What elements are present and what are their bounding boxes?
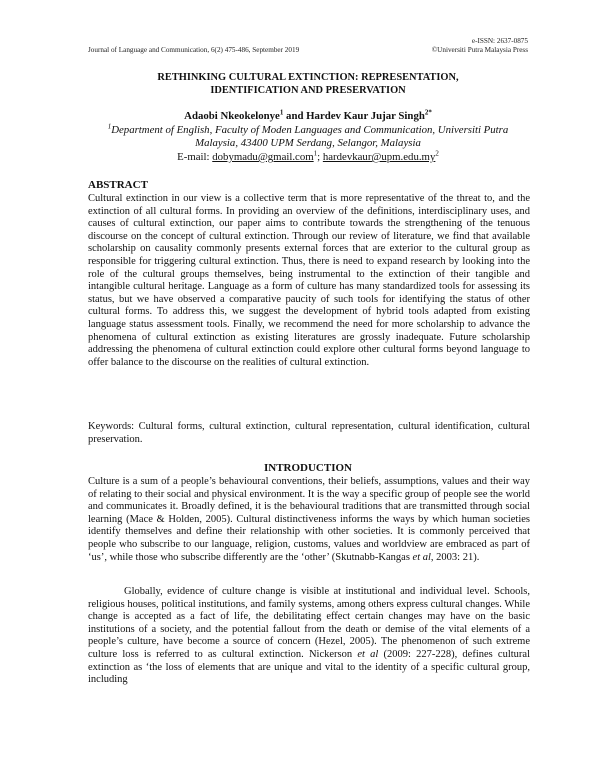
intro-p2-text-b: (2009: 227-228), defines cultural extinction as ‘the loss of elements that are unique and vital to the identity of a specific cultural group, including xyxy=(88,648,531,686)
introduction-paragraph-1 xyxy=(88,476,530,564)
email-separator: ; xyxy=(317,151,323,163)
intro-p2-text-a: Globally, evidence of culture change is visible at institutional and individual level. Schools, religious houses, political institutions, and family systems, among others express cultural changes. While change is accepted as a fact of life, the debilitating effect certain changes may have on the basic institutions of a society, and the potential fallout from the death or demise of the vital elements of a people’s culture, have become a source of concern (Hezel, 2005). The phenomenon of such extreme culture loss is referred to as cultural extinction. Nickerson xyxy=(88,586,530,660)
running-header-right xyxy=(432,37,528,55)
author-list xyxy=(88,110,528,123)
email-2-sup: 2 xyxy=(435,149,439,158)
abstract-text: Cultural extinction in our view is a collective term that is more representative of the threat to, and the extinction of all cultural forms. In providing an overview of the definitions, interdisciplinary uses, and causes of cultural extinction, our paper aims to contribute towards the strengthening of the tenuous discourse on the concept of cultural extinction. Through our review of literature, we find that available scholarship on causality commonly presents external forces that are exterior to the cultural group as responsible for triggering cultural extinction. Thus, there is need to expand research by looking into the role of the cultural groups themselves, being instrumental to the extinction of their tangible and intangible cultural heritage. Language as a form of culture has many standardized tools for assessing its status, but we have observed a comparative paucity of such tools for identifying the status of other cultural forms. To address this, we suggest the development of hybrid tools adapted from existing language status assessment tools. Finally, we recommend the need for more scholarship to advance the phenomena of cultural extinction as existing literatures are grossly inadequate. Future scholarship addressing the phenomena of cultural extinction could explore other cultural forms beyond language to offer balance to the discourse on the realities of cultural extinction. xyxy=(88,193,530,368)
introduction-paragraph-2 xyxy=(88,586,530,687)
introduction-heading: INTRODUCTION xyxy=(263,462,352,474)
title-line-2: IDENTIFICATION AND PRESERVATION xyxy=(210,85,406,96)
affiliation-sup: 1 xyxy=(107,122,112,131)
email-link-1[interactable]: dobymadu@gmail.com xyxy=(212,151,314,163)
running-header-journal: Journal of Language and Communication, 6(2) 475-486, September 2019 xyxy=(88,46,300,54)
author-1-sup: 1 xyxy=(279,108,284,117)
intro-p2-etal: et al xyxy=(357,648,379,660)
author-join: and xyxy=(283,110,307,122)
publisher: ©Universiti Putra Malaysia Press xyxy=(431,46,528,54)
affiliation-line-2: Malaysia, 43400 UPM Serdang, Selangor, Malaysia xyxy=(195,137,421,149)
affiliation-line-1 xyxy=(88,124,528,137)
email-link-2[interactable]: hardevkaur@upm.edu.my xyxy=(322,151,436,163)
intro-p1-text-a: Culture is a sum of a people’s behavioural conventions, their beliefs, assumptions, values and their way of relating to their social and physical environment. It is the way a specific group of people see the world and communicates it. Broadly defined, it is the behavioural traditions that are transmitted through social learning (Mace & Holden, 2005). Cultural distinctiveness informs the ways by which human societies identify themselves and define their relationship with other societies. It is commonly perceived that people who subscribe to our language, religion, customs, values and worldview are embraced as part of ‘us’, while those who subscribe differently are the ‘other’ (Skutnabb-Kangas xyxy=(88,476,530,563)
keywords: Keywords: Cultural forms, cultural extinction, cultural representation, cultural identification, cultural preservation. xyxy=(88,421,530,445)
abstract-heading: ABSTRACT xyxy=(88,179,148,191)
author-1: Adaobi Nkeokelonye xyxy=(184,110,280,122)
eissn: e-ISSN: 2637-0875 xyxy=(471,37,528,45)
author-2-sup: 2* xyxy=(424,108,432,117)
email-1-sup: 1 xyxy=(313,149,318,158)
affiliation-line-1-text: Department of English, Faculty of Moden Languages and Communication, Universiti Putra xyxy=(111,124,509,136)
intro-p1-text-b: , 2003: 21). xyxy=(430,551,480,563)
intro-p1-etal: et al xyxy=(412,551,431,563)
affiliation xyxy=(88,124,528,150)
paper-title xyxy=(88,71,528,97)
email-label: E-mail: xyxy=(177,151,213,163)
title-line-1: RETHINKING CULTURAL EXTINCTION: REPRESENTATION, xyxy=(157,72,459,83)
email-line xyxy=(88,151,528,164)
author-2: Hardev Kaur Jujar Singh xyxy=(306,110,425,122)
